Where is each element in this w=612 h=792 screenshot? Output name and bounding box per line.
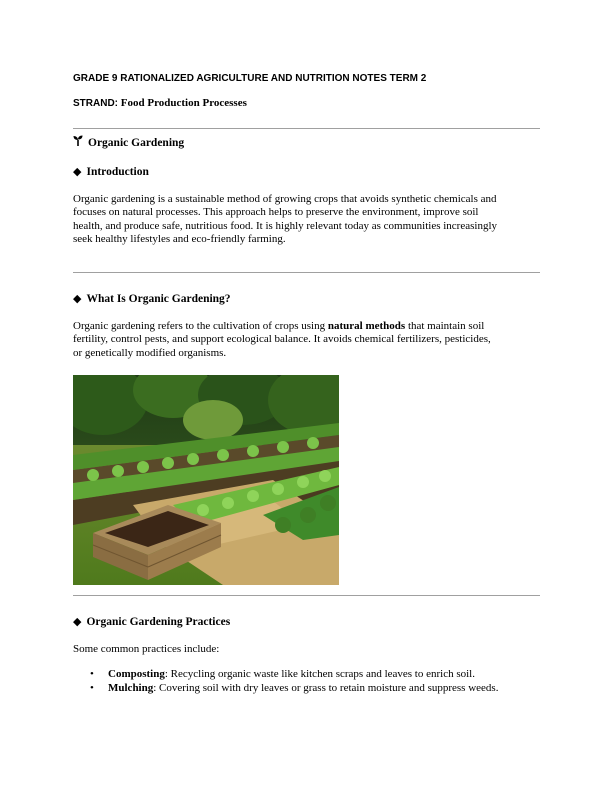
document-title: GRADE 9 RATIONALIZED AGRICULTURE AND NUTRITION NOTES TERM 2 xyxy=(73,73,427,84)
list-item xyxy=(73,682,553,696)
introduction-heading xyxy=(73,165,149,178)
seedling-icon xyxy=(73,135,83,150)
diamond-bullet-icon: ◆ xyxy=(73,165,82,178)
bullet-icon: • xyxy=(90,668,94,680)
strand-label: STRAND: xyxy=(73,98,118,109)
section-heading-organic-gardening xyxy=(73,135,184,150)
natural-methods-emphasis: natural methods xyxy=(327,320,406,332)
diamond-bullet-icon: ◆ xyxy=(73,615,82,628)
diamond-bullet-icon: ◆ xyxy=(73,292,82,305)
what-is-heading-text: What Is Organic Gardening? xyxy=(86,292,231,305)
strand-line xyxy=(73,97,247,109)
what-is-line: or genetically modified organisms. xyxy=(73,346,227,359)
intro-line: focuses on natural processes. This approach helps to preserve the environment, improve soil xyxy=(73,206,479,219)
introduction-heading-text: Introduction xyxy=(86,165,149,178)
what-is-line: Organic gardening refers to the cultivation of crops using natural methods that maintain soil xyxy=(73,320,485,332)
practices-heading xyxy=(73,615,230,628)
divider xyxy=(73,595,540,596)
practice-description: : Covering soil with dry leaves or grass to retain moisture and suppress weeds. xyxy=(153,681,499,694)
practices-intro: Some common practices include: xyxy=(73,643,220,655)
practices-list xyxy=(73,668,553,695)
divider xyxy=(73,128,540,129)
practice-description: : Recycling organic waste like kitchen scraps and leaves to enrich soil. xyxy=(164,668,475,680)
introduction-paragraph xyxy=(73,193,543,246)
practice-term: Composting xyxy=(108,668,165,680)
practices-heading-text: Organic Gardening Practices xyxy=(86,615,231,628)
intro-line: Organic gardening is a sustainable method of growing crops that avoids synthetic chemicals and xyxy=(73,193,497,205)
divider xyxy=(73,272,540,273)
what-is-heading xyxy=(73,292,231,305)
list-item xyxy=(73,668,553,682)
strand-value: Food Production Processes xyxy=(120,97,247,109)
intro-line: health, and produce safe, nutritious food. It is highly relevant today as communities increasingly xyxy=(73,219,498,232)
bullet-icon: • xyxy=(90,681,94,694)
section-heading-text: Organic Gardening xyxy=(88,136,185,149)
garden-photo xyxy=(73,375,339,585)
what-is-paragraph xyxy=(73,320,543,360)
what-is-line: fertility, control pests, and support ecological balance. It avoids chemical fertilizers, pesticides, xyxy=(73,333,491,346)
practice-term: Mulching xyxy=(108,681,154,694)
intro-line: seek healthy lifestyles and eco-friendly farming. xyxy=(73,232,286,245)
